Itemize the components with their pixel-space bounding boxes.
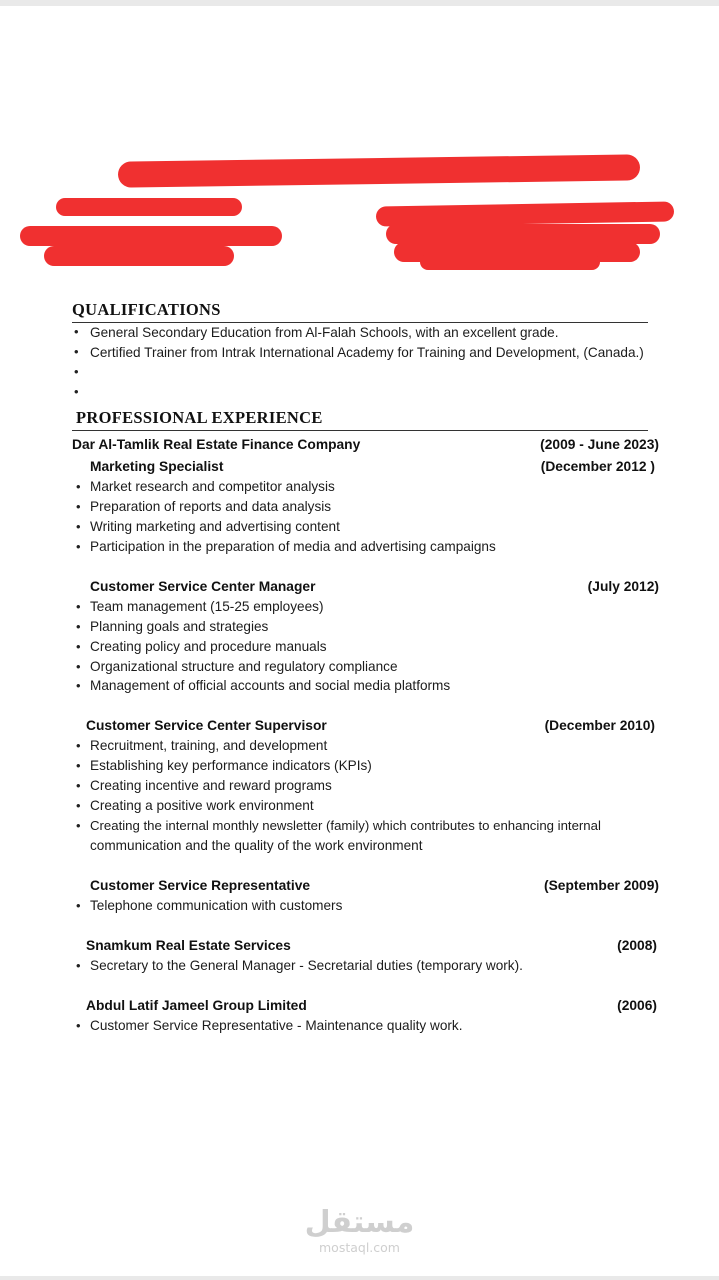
redaction-mark: [56, 198, 242, 216]
top-edge: [0, 0, 719, 6]
redaction-mark: [420, 254, 600, 270]
role-item: Customer Service Representative - Maintenance quality work.: [90, 1018, 463, 1033]
bullet-icon: •: [76, 639, 81, 654]
company-dates: (2006): [617, 998, 657, 1013]
bottom-edge: [0, 1276, 719, 1280]
role-item: Creating the internal monthly newsletter (family) which contributes to enhancing internal: [90, 818, 601, 833]
role-item: Recruitment, training, and development: [90, 738, 328, 753]
redaction-mark: [44, 246, 234, 266]
role-date: (December 2012 ): [540, 459, 655, 474]
bullet-icon: •: [76, 599, 81, 614]
bullet-icon: •: [76, 738, 81, 753]
watermark-logo: مستقل: [304, 1205, 415, 1240]
role-item-continued: communication and the quality of the work environment: [90, 838, 423, 853]
bullet-icon: •: [76, 778, 81, 793]
company-dates: (2008): [617, 938, 657, 953]
company-name: Dar Al-Tamlik Real Estate Finance Company: [72, 437, 361, 452]
bullet-icon: •: [74, 324, 79, 339]
role-item: Participation in the preparation of media and advertising campaigns: [90, 539, 496, 554]
bullet-icon: •: [76, 539, 81, 554]
role-item: Creating policy and procedure manuals: [90, 639, 327, 654]
role-date: (December 2010): [544, 718, 655, 733]
qualification-item: Certified Trainer from Intrak International Academy for Training and Development, (Canada.): [90, 345, 644, 360]
bullet-icon: •: [76, 499, 81, 514]
experience-heading: PROFESSIONAL EXPERIENCE: [76, 408, 323, 427]
bullet-icon: •: [76, 519, 81, 534]
role-item: Creating a positive work environment: [90, 798, 314, 813]
role-title: Customer Service Center Manager: [90, 579, 316, 594]
bullet-icon: •: [76, 479, 81, 494]
redaction-mark: [386, 224, 660, 244]
bullet-icon: •: [76, 798, 81, 813]
bullet-icon: •: [76, 758, 81, 773]
role-item: Creating incentive and reward programs: [90, 778, 332, 793]
bullet-icon: •: [76, 898, 81, 913]
bullet-icon: •: [76, 818, 81, 833]
role-date: (September 2009): [543, 878, 659, 893]
role-item: Team management (15-25 employees): [90, 599, 324, 614]
redaction-mark: [118, 154, 640, 187]
role-item: Preparation of reports and data analysis: [90, 499, 332, 514]
role-item: Organizational structure and regulatory compliance: [90, 659, 398, 674]
role-item: Market research and competitor analysis: [90, 479, 335, 494]
bullet-icon: •: [74, 344, 79, 359]
company-dates: (2009 - June 2023): [540, 437, 659, 452]
bullet-icon: •: [76, 1018, 81, 1033]
role-title: Customer Service Representative: [90, 878, 311, 893]
redaction-mark: [20, 226, 282, 246]
company-name: Snamkum Real Estate Services: [86, 938, 291, 953]
bullet-icon: •: [76, 678, 81, 693]
role-title: Customer Service Center Supervisor: [86, 718, 327, 733]
role-item: Management of official accounts and social media platforms: [90, 678, 451, 693]
role-item: Planning goals and strategies: [90, 619, 269, 634]
qualification-item: General Secondary Education from Al-Falah Schools, with an excellent grade.: [90, 325, 559, 340]
redaction-mark: [376, 201, 674, 226]
bullet-icon: •: [76, 659, 81, 674]
watermark-url: mostaql.com: [319, 1240, 400, 1255]
bullet-icon: •: [76, 619, 81, 634]
bullet-icon: •: [76, 958, 81, 973]
bullet-icon: •: [74, 384, 79, 399]
qualifications-divider: [72, 322, 648, 323]
role-item: Telephone communication with customers: [90, 898, 343, 913]
role-date: (July 2012): [587, 579, 659, 594]
role-item: Writing marketing and advertising content: [90, 519, 340, 534]
bullet-icon: •: [74, 364, 79, 379]
role-item: Establishing key performance indicators (KPIs): [90, 758, 372, 773]
company-name: Abdul Latif Jameel Group Limited: [86, 998, 307, 1013]
role-title: Marketing Specialist: [90, 459, 224, 474]
experience-divider: [72, 430, 648, 431]
role-item: Secretary to the General Manager - Secretarial duties (temporary work).: [90, 958, 523, 973]
qualifications-heading: QUALIFICATIONS: [72, 300, 221, 319]
